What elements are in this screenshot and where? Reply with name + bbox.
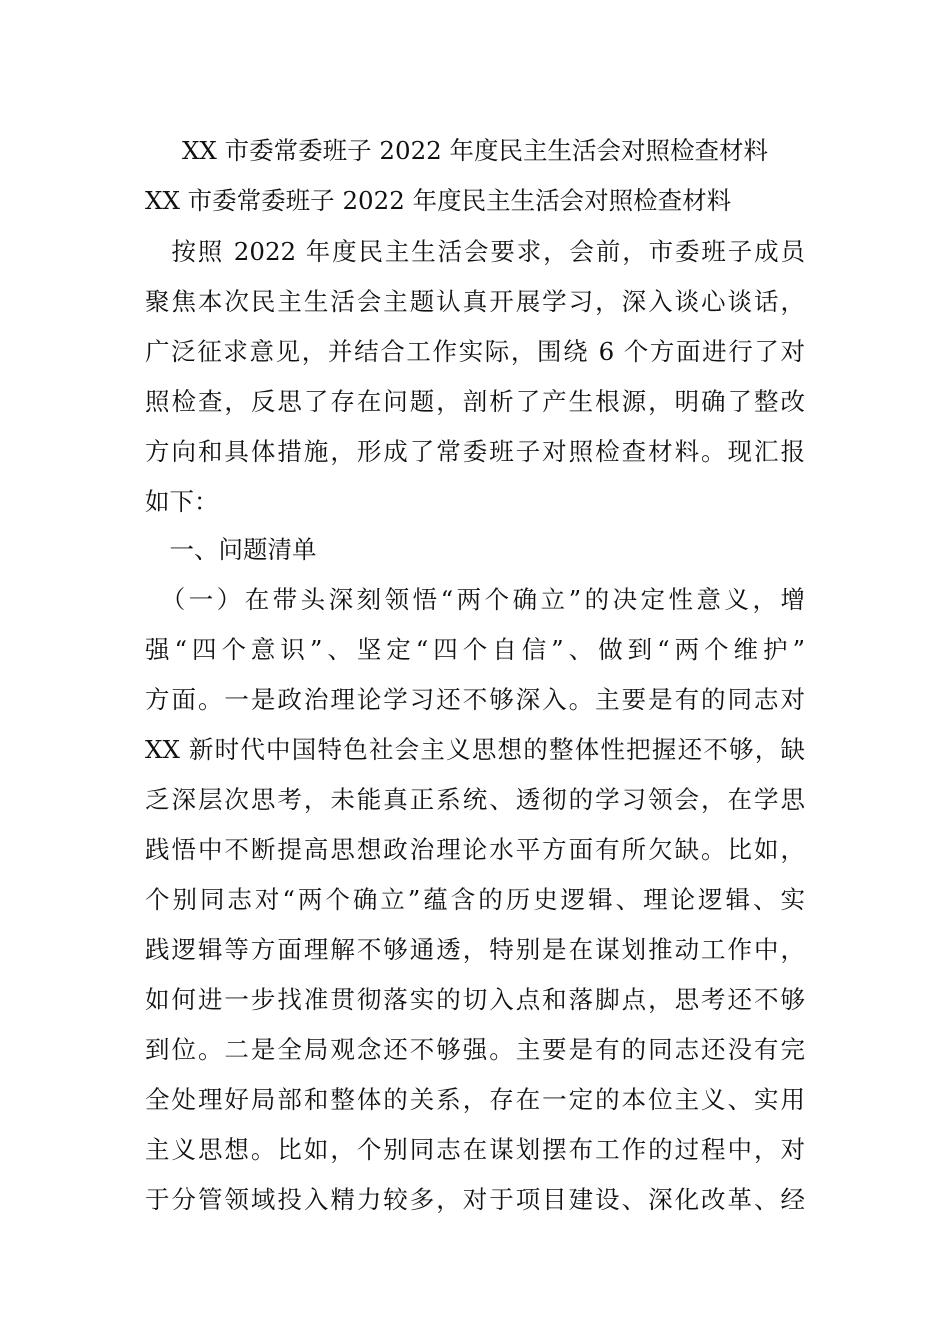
body-line-18: 全处理好局部和整体的关系，存在一定的本位主义、实用 (145, 1085, 805, 1114)
body-line-10: 方面。一是政治理论学习还不够深入。主要是有的同志对 (145, 685, 805, 714)
body-line-8: （一）在带头深刻领悟“两个确立”的决定性意义，增 (145, 585, 805, 614)
body-line-6: 如下： (145, 487, 219, 516)
body-line-16: 如何进一步找准贯彻落实的切入点和落脚点，思考还不够 (145, 985, 805, 1014)
body-line-14: 个别同志对“两个确立”蕴含的历史逻辑、理论逻辑、实 (145, 885, 805, 914)
body-line-1: 按照 2022 年度民主生活会要求，会前，市委班子成员 (145, 237, 805, 266)
body-line-19: 主义思想。比如，个别同志在谋划摆布工作的过程中，对 (145, 1135, 805, 1164)
section-heading: 一、问题清单 (145, 535, 317, 564)
body-line-9: 强“四个意识”、坚定“四个自信”、做到“两个维护” (145, 635, 805, 664)
body-line-3: 广泛征求意见，并结合工作实际，围绕 6 个方面进行了对 (145, 337, 805, 366)
body-line-17: 到位。二是全局观念还不够强。主要是有的同志还没有完 (145, 1035, 805, 1064)
body-line-5: 方向和具体措施，形成了常委班子对照检查材料。现汇报 (145, 437, 805, 466)
body-line-11: XX 新时代中国特色社会主义思想的整体性把握还不够，缺 (145, 735, 805, 764)
body-line-20: 于分管领域投入精力较多，对于项目建设、深化改革、经 (145, 1185, 805, 1214)
body-line-12: 乏深层次思考，未能真正系统、透彻的学习领会，在学思 (145, 785, 805, 814)
document-subtitle: XX 市委常委班子 2022 年度民主生活会对照检查材料 (145, 186, 732, 215)
body-line-15: 践逻辑等方面理解不够通透，特别是在谋划推动工作中， (145, 935, 805, 964)
body-line-4: 照检查，反思了存在问题，剖析了产生根源，明确了整改 (145, 387, 805, 416)
body-line-2: 聚焦本次民主生活会主题认真开展学习，深入谈心谈话， (145, 287, 805, 316)
body-line-13: 践悟中不断提高思想政治理论水平方面有所欠缺。比如， (145, 835, 805, 864)
document-title: XX 市委常委班子 2022 年度民主生活会对照检查材料 (181, 136, 769, 165)
